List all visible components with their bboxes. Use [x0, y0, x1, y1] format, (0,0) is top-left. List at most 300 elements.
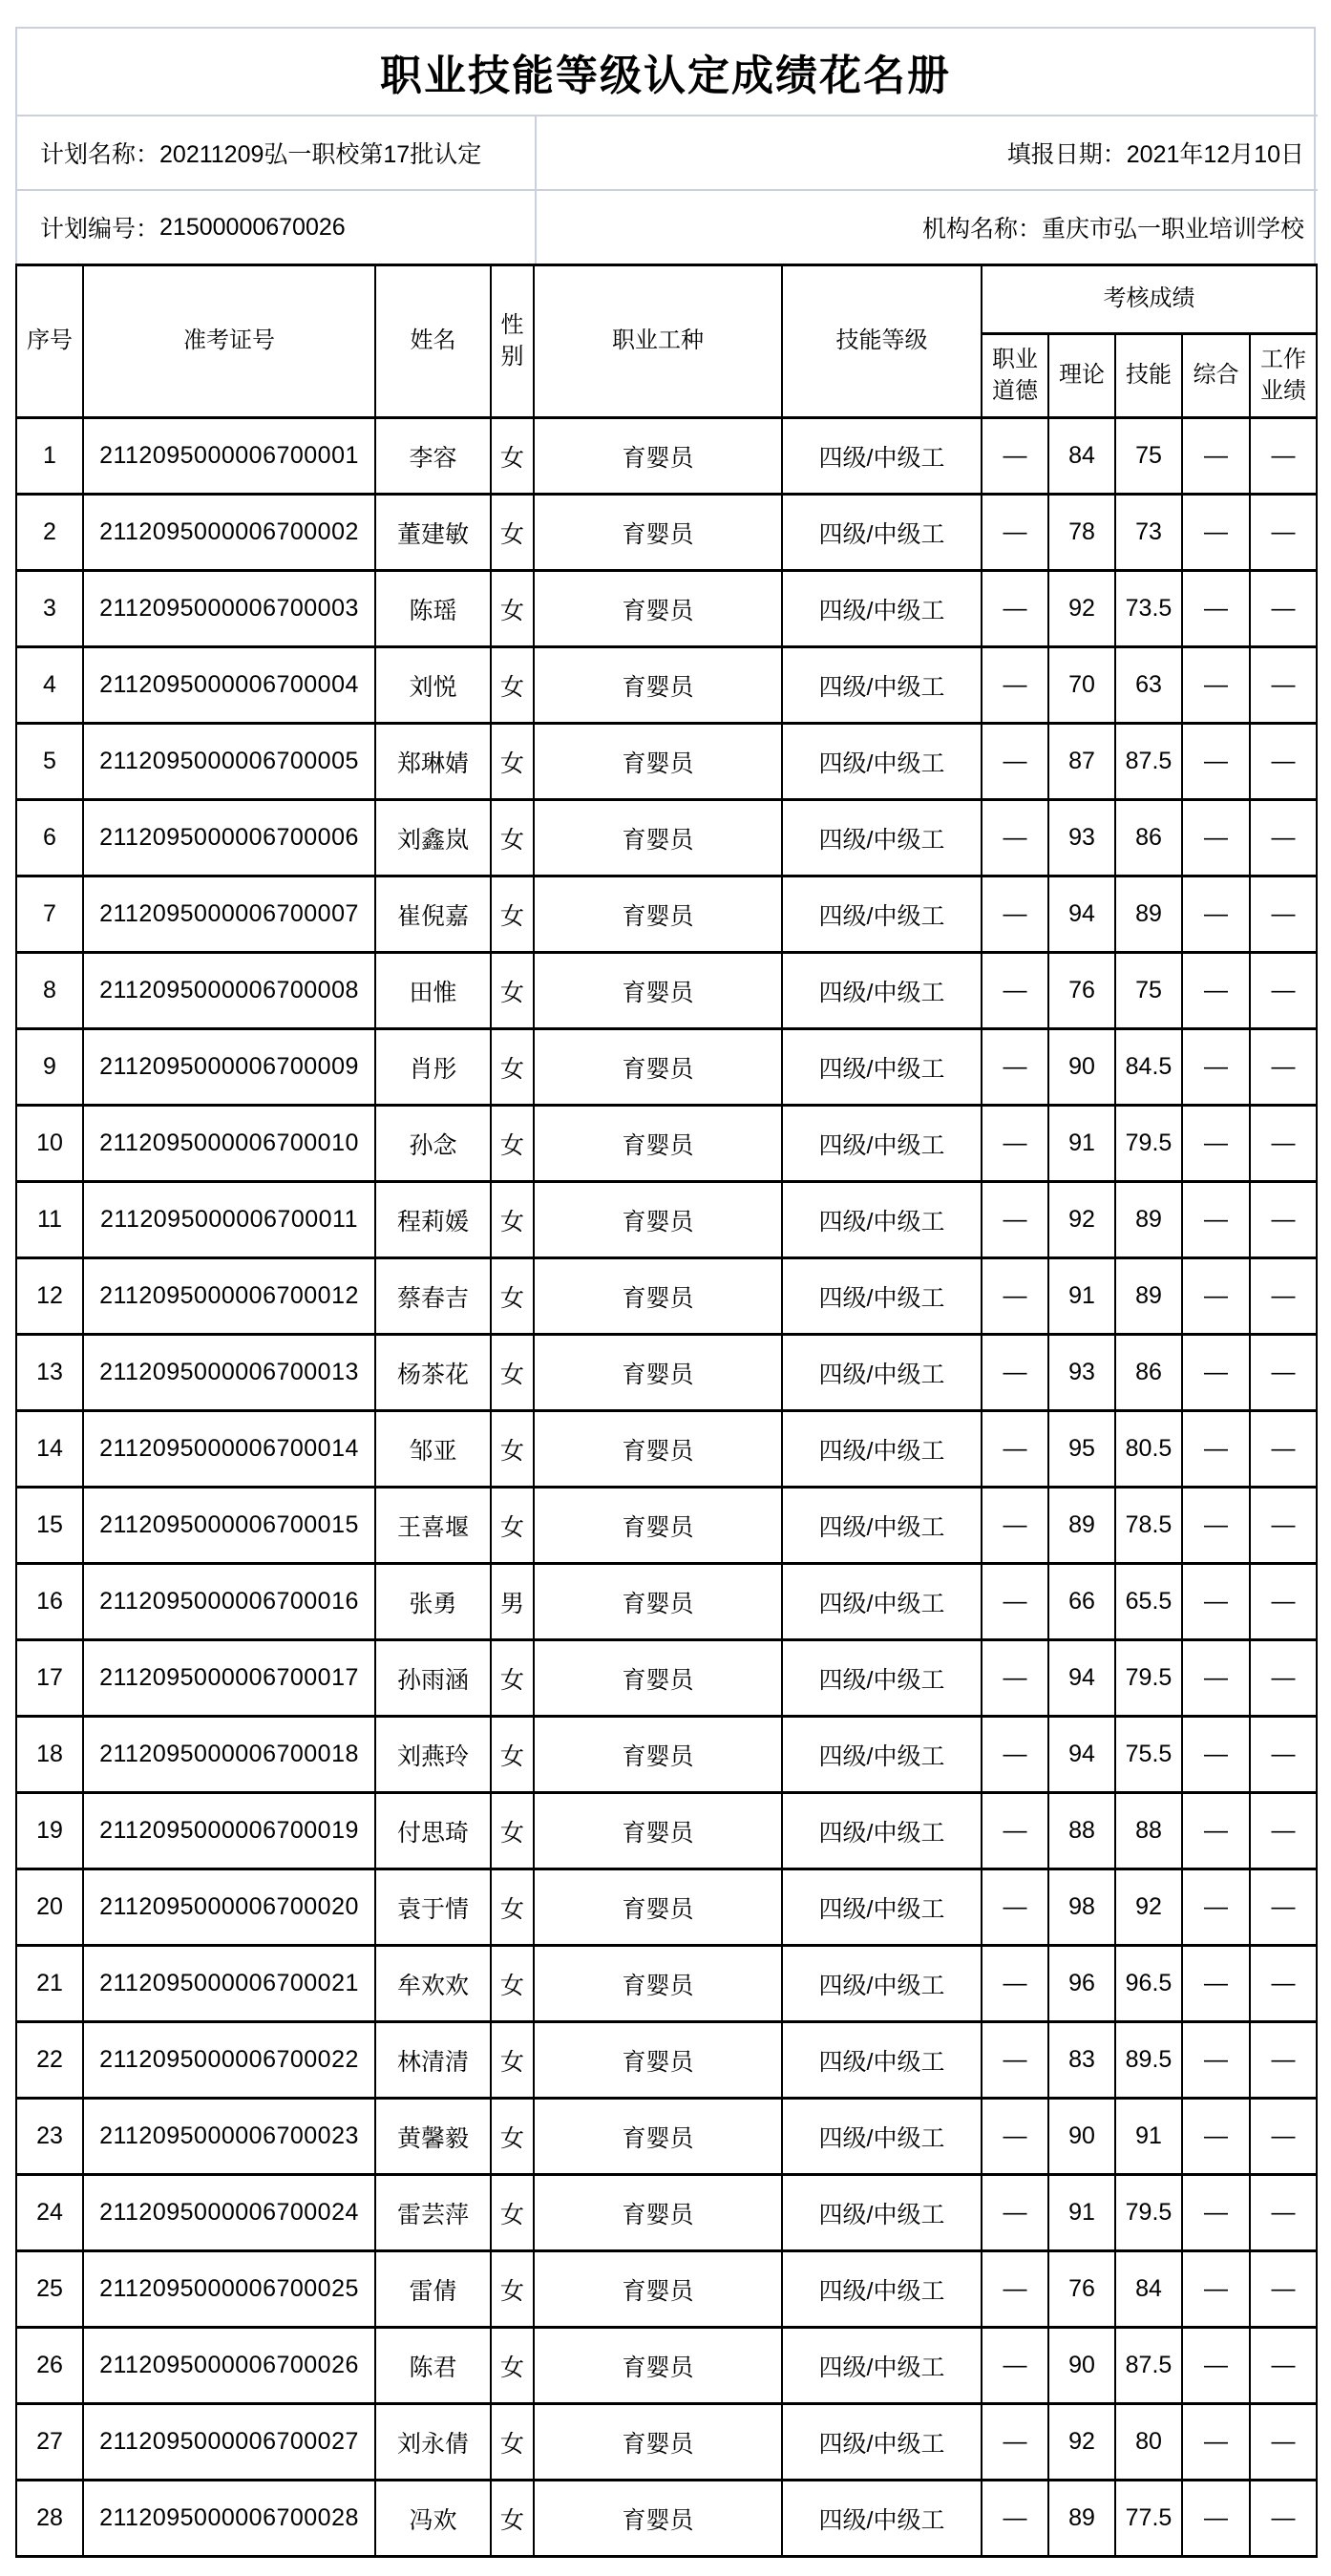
cell-skill-score: 80 [1115, 2404, 1182, 2481]
cell-skill-level: 四级/中级工 [782, 1640, 982, 1717]
cell-skill-level: 四级/中级工 [782, 1106, 982, 1182]
cell-comprehensive-score: — [1182, 1793, 1250, 1869]
cell-ethics-score: — [982, 571, 1048, 647]
cell-occupation: 育婴员 [534, 1869, 782, 1946]
cell-skill-level: 四级/中级工 [782, 647, 982, 724]
cell-index: 22 [16, 2022, 83, 2099]
cell-comprehensive-score: — [1182, 1029, 1250, 1106]
table-row [16, 800, 1317, 876]
cell-index: 8 [16, 953, 83, 1029]
cell-ethics-score: — [982, 1258, 1048, 1335]
cell-gender: 女 [491, 2175, 534, 2251]
table-row [16, 724, 1317, 800]
cell-skill-level: 四级/中级工 [782, 1335, 982, 1411]
cell-index: 11 [16, 1182, 83, 1258]
cell-comprehensive-score: — [1182, 418, 1250, 495]
cell-admission-no: 2112095000006700017 [83, 1640, 375, 1717]
cell-occupation: 育婴员 [534, 418, 782, 495]
col-header-scores-group: 考核成绩 [982, 265, 1317, 334]
cell-theory-score: 66 [1048, 1564, 1115, 1640]
cell-skill-level: 四级/中级工 [782, 2099, 982, 2175]
fill-date-label: 填报日期： [1006, 141, 1127, 168]
cell-admission-no: 2112095000006700024 [83, 2175, 375, 2251]
cell-ethics-score: — [982, 1640, 1048, 1717]
cell-skill-level: 四级/中级工 [782, 2022, 982, 2099]
cell-comprehensive-score: — [1182, 2022, 1250, 2099]
cell-occupation: 育婴员 [534, 1106, 782, 1182]
cell-occupation: 育婴员 [534, 2251, 782, 2328]
cell-ethics-score: — [982, 953, 1048, 1029]
cell-occupation: 育婴员 [534, 876, 782, 953]
cell-ethics-score: — [982, 1106, 1048, 1182]
table-row [16, 876, 1317, 953]
cell-index: 21 [16, 1946, 83, 2022]
cell-index: 1 [16, 418, 83, 495]
cell-skill-score: 89 [1115, 1182, 1182, 1258]
cell-theory-score: 94 [1048, 876, 1115, 953]
cell-comprehensive-score: — [1182, 1869, 1250, 1946]
cell-theory-score: 90 [1048, 2328, 1115, 2404]
cell-occupation: 育婴员 [534, 1335, 782, 1411]
cell-name: 雷倩 [375, 2251, 491, 2328]
cell-skill-score: 86 [1115, 800, 1182, 876]
cell-admission-no: 2112095000006700005 [83, 724, 375, 800]
cell-skill-level: 四级/中级工 [782, 1946, 982, 2022]
cell-skill-score: 75 [1115, 418, 1182, 495]
score-table-body [16, 418, 1317, 2557]
cell-comprehensive-score: — [1182, 1182, 1250, 1258]
cell-index: 14 [16, 1411, 83, 1488]
cell-occupation: 育婴员 [534, 1946, 782, 2022]
cell-comprehensive-score: — [1182, 1640, 1250, 1717]
plan-code-cell [17, 189, 535, 264]
cell-ethics-score: — [982, 724, 1048, 800]
cell-performance-score: — [1250, 1182, 1317, 1258]
cell-admission-no: 2112095000006700016 [83, 1564, 375, 1640]
cell-performance-score: — [1250, 418, 1317, 495]
cell-comprehensive-score: — [1182, 2175, 1250, 2251]
cell-ethics-score: — [982, 2404, 1048, 2481]
cell-skill-score: 73 [1115, 495, 1182, 571]
cell-ethics-score: — [982, 1182, 1048, 1258]
cell-occupation: 育婴员 [534, 1029, 782, 1106]
cell-occupation: 育婴员 [534, 2404, 782, 2481]
cell-index: 12 [16, 1258, 83, 1335]
col-header-theory: 理论 [1048, 334, 1115, 418]
cell-gender: 女 [491, 1869, 534, 1946]
cell-admission-no: 2112095000006700003 [83, 571, 375, 647]
cell-name: 黄馨毅 [375, 2099, 491, 2175]
cell-occupation: 育婴员 [534, 1258, 782, 1335]
cell-performance-score: — [1250, 1869, 1317, 1946]
cell-occupation: 育婴员 [534, 724, 782, 800]
cell-theory-score: 98 [1048, 1869, 1115, 1946]
cell-performance-score: — [1250, 2328, 1317, 2404]
cell-skill-score: 92 [1115, 1869, 1182, 1946]
cell-occupation: 育婴员 [534, 2328, 782, 2404]
col-header-skill: 技能 [1115, 334, 1182, 418]
cell-skill-level: 四级/中级工 [782, 2404, 982, 2481]
cell-index: 20 [16, 1869, 83, 1946]
cell-admission-no: 2112095000006700026 [83, 2328, 375, 2404]
cell-ethics-score: — [982, 1029, 1048, 1106]
cell-skill-level: 四级/中级工 [782, 1488, 982, 1564]
cell-skill-score: 89 [1115, 876, 1182, 953]
cell-ethics-score: — [982, 2099, 1048, 2175]
cell-comprehensive-score: — [1182, 1258, 1250, 1335]
table-row [16, 1258, 1317, 1335]
cell-name: 刘燕玲 [375, 1717, 491, 1793]
cell-occupation: 育婴员 [534, 495, 782, 571]
cell-skill-level: 四级/中级工 [782, 1029, 982, 1106]
cell-admission-no: 2112095000006700004 [83, 647, 375, 724]
score-table [15, 264, 1318, 2558]
cell-performance-score: — [1250, 571, 1317, 647]
cell-comprehensive-score: — [1182, 2404, 1250, 2481]
col-header-ethics: 职业道德 [982, 334, 1048, 418]
cell-performance-score: — [1250, 1411, 1317, 1488]
cell-theory-score: 78 [1048, 495, 1115, 571]
cell-theory-score: 91 [1048, 2175, 1115, 2251]
cell-skill-level: 四级/中级工 [782, 2175, 982, 2251]
table-row [16, 2175, 1317, 2251]
cell-theory-score: 76 [1048, 2251, 1115, 2328]
cell-comprehensive-score: — [1182, 953, 1250, 1029]
cell-theory-score: 94 [1048, 1717, 1115, 1793]
fill-date-cell [535, 115, 1318, 189]
table-row [16, 2099, 1317, 2175]
cell-performance-score: — [1250, 876, 1317, 953]
cell-skill-level: 四级/中级工 [782, 1411, 982, 1488]
cell-index: 2 [16, 495, 83, 571]
cell-ethics-score: — [982, 1488, 1048, 1564]
col-header-performance: 工作业绩 [1250, 334, 1317, 418]
cell-performance-score: — [1250, 1106, 1317, 1182]
cell-comprehensive-score: — [1182, 2481, 1250, 2557]
table-row [16, 1793, 1317, 1869]
cell-occupation: 育婴员 [534, 2175, 782, 2251]
table-row [16, 495, 1317, 571]
cell-index: 28 [16, 2481, 83, 2557]
cell-theory-score: 83 [1048, 2022, 1115, 2099]
cell-skill-score: 84.5 [1115, 1029, 1182, 1106]
cell-performance-score: — [1250, 1029, 1317, 1106]
cell-gender: 女 [491, 1106, 534, 1182]
cell-ethics-score: — [982, 418, 1048, 495]
cell-skill-score: 65.5 [1115, 1564, 1182, 1640]
cell-performance-score: — [1250, 724, 1317, 800]
cell-skill-level: 四级/中级工 [782, 2481, 982, 2557]
table-row [16, 1029, 1317, 1106]
cell-admission-no: 2112095000006700010 [83, 1106, 375, 1182]
cell-name: 刘永倩 [375, 2404, 491, 2481]
org-name-cell [535, 189, 1318, 264]
cell-performance-score: — [1250, 953, 1317, 1029]
plan-name-cell [17, 115, 535, 189]
table-row [16, 1869, 1317, 1946]
cell-performance-score: — [1250, 1640, 1317, 1717]
cell-comprehensive-score: — [1182, 724, 1250, 800]
cell-performance-score: — [1250, 1793, 1317, 1869]
cell-name: 王喜堰 [375, 1488, 491, 1564]
cell-skill-score: 75.5 [1115, 1717, 1182, 1793]
cell-name: 刘鑫岚 [375, 800, 491, 876]
cell-skill-level: 四级/中级工 [782, 953, 982, 1029]
cell-skill-score: 63 [1115, 647, 1182, 724]
table-row [16, 2022, 1317, 2099]
cell-gender: 女 [491, 647, 534, 724]
cell-occupation: 育婴员 [534, 2022, 782, 2099]
col-header-index: 序号 [16, 265, 83, 418]
cell-admission-no: 2112095000006700009 [83, 1029, 375, 1106]
cell-theory-score: 88 [1048, 1793, 1115, 1869]
cell-skill-score: 89 [1115, 1258, 1182, 1335]
cell-gender: 女 [491, 418, 534, 495]
cell-comprehensive-score: — [1182, 1946, 1250, 2022]
cell-name: 郑琳婧 [375, 724, 491, 800]
cell-gender: 女 [491, 1793, 534, 1869]
cell-admission-no: 2112095000006700014 [83, 1411, 375, 1488]
cell-admission-no: 2112095000006700001 [83, 418, 375, 495]
cell-admission-no: 2112095000006700028 [83, 2481, 375, 2557]
cell-performance-score: — [1250, 1564, 1317, 1640]
cell-comprehensive-score: — [1182, 2251, 1250, 2328]
table-row [16, 1564, 1317, 1640]
cell-gender: 女 [491, 1029, 534, 1106]
table-row [16, 2251, 1317, 2328]
cell-index: 26 [16, 2328, 83, 2404]
table-row [16, 1106, 1317, 1182]
fill-date-value: 2021年12月10日 [1126, 141, 1304, 168]
cell-occupation: 育婴员 [534, 1488, 782, 1564]
table-row [16, 1411, 1317, 1488]
cell-name: 刘悦 [375, 647, 491, 724]
cell-gender: 女 [491, 495, 534, 571]
cell-occupation: 育婴员 [534, 1411, 782, 1488]
cell-theory-score: 92 [1048, 1182, 1115, 1258]
cell-index: 5 [16, 724, 83, 800]
cell-name: 李容 [375, 418, 491, 495]
cell-index: 19 [16, 1793, 83, 1869]
table-row [16, 2404, 1317, 2481]
cell-performance-score: — [1250, 2251, 1317, 2328]
cell-skill-level: 四级/中级工 [782, 1182, 982, 1258]
score-table-header [16, 265, 1317, 418]
cell-name: 田惟 [375, 953, 491, 1029]
cell-theory-score: 93 [1048, 1335, 1115, 1411]
cell-skill-score: 89.5 [1115, 2022, 1182, 2099]
cell-comprehensive-score: — [1182, 495, 1250, 571]
cell-name: 陈君 [375, 2328, 491, 2404]
cell-name: 冯欢 [375, 2481, 491, 2557]
cell-gender: 女 [491, 1488, 534, 1564]
cell-occupation: 育婴员 [534, 800, 782, 876]
cell-performance-score: — [1250, 647, 1317, 724]
cell-admission-no: 2112095000006700007 [83, 876, 375, 953]
cell-gender: 女 [491, 1640, 534, 1717]
plan-name-label: 计划名称： [40, 141, 160, 168]
cell-theory-score: 96 [1048, 1946, 1115, 2022]
cell-admission-no: 2112095000006700013 [83, 1335, 375, 1411]
cell-admission-no: 2112095000006700023 [83, 2099, 375, 2175]
cell-skill-level: 四级/中级工 [782, 2328, 982, 2404]
cell-index: 25 [16, 2251, 83, 2328]
cell-comprehensive-score: — [1182, 2328, 1250, 2404]
cell-ethics-score: — [982, 2022, 1048, 2099]
cell-name: 肖彤 [375, 1029, 491, 1106]
cell-theory-score: 84 [1048, 418, 1115, 495]
page-title: 职业技能等级认定成绩花名册 [15, 27, 1316, 115]
cell-gender: 女 [491, 1946, 534, 2022]
cell-theory-score: 70 [1048, 647, 1115, 724]
col-header-admission-no: 准考证号 [83, 265, 375, 418]
cell-admission-no: 2112095000006700020 [83, 1869, 375, 1946]
cell-ethics-score: — [982, 876, 1048, 953]
cell-skill-score: 84 [1115, 2251, 1182, 2328]
cell-comprehensive-score: — [1182, 2099, 1250, 2175]
cell-theory-score: 90 [1048, 2099, 1115, 2175]
cell-name: 孙念 [375, 1106, 491, 1182]
cell-comprehensive-score: — [1182, 876, 1250, 953]
cell-ethics-score: — [982, 2175, 1048, 2251]
table-row [16, 1717, 1317, 1793]
cell-admission-no: 2112095000006700012 [83, 1258, 375, 1335]
cell-ethics-score: — [982, 1869, 1048, 1946]
cell-comprehensive-score: — [1182, 647, 1250, 724]
col-header-gender: 性别 [491, 265, 534, 418]
cell-admission-no: 2112095000006700006 [83, 800, 375, 876]
cell-gender: 女 [491, 1182, 534, 1258]
cell-gender: 女 [491, 953, 534, 1029]
cell-performance-score: — [1250, 1946, 1317, 2022]
cell-theory-score: 94 [1048, 1640, 1115, 1717]
cell-name: 程莉媛 [375, 1182, 491, 1258]
cell-admission-no: 2112095000006700021 [83, 1946, 375, 2022]
cell-index: 13 [16, 1335, 83, 1411]
cell-gender: 女 [491, 2328, 534, 2404]
cell-ethics-score: — [982, 1793, 1048, 1869]
cell-name: 牟欢欢 [375, 1946, 491, 2022]
cell-skill-level: 四级/中级工 [782, 724, 982, 800]
cell-name: 雷芸萍 [375, 2175, 491, 2251]
table-row [16, 1488, 1317, 1564]
cell-index: 23 [16, 2099, 83, 2175]
cell-index: 15 [16, 1488, 83, 1564]
cell-name: 董建敏 [375, 495, 491, 571]
cell-skill-level: 四级/中级工 [782, 1717, 982, 1793]
cell-name: 陈瑶 [375, 571, 491, 647]
cell-comprehensive-score: — [1182, 1411, 1250, 1488]
cell-skill-score: 86 [1115, 1335, 1182, 1411]
cell-occupation: 育婴员 [534, 2099, 782, 2175]
cell-gender: 女 [491, 1258, 534, 1335]
cell-admission-no: 2112095000006700015 [83, 1488, 375, 1564]
cell-ethics-score: — [982, 1946, 1048, 2022]
cell-ethics-score: — [982, 2481, 1048, 2557]
cell-ethics-score: — [982, 647, 1048, 724]
cell-theory-score: 92 [1048, 2404, 1115, 2481]
cell-admission-no: 2112095000006700027 [83, 2404, 375, 2481]
cell-gender: 女 [491, 1717, 534, 1793]
cell-performance-score: — [1250, 1258, 1317, 1335]
cell-occupation: 育婴员 [534, 1793, 782, 1869]
table-row [16, 647, 1317, 724]
cell-ethics-score: — [982, 1564, 1048, 1640]
cell-comprehensive-score: — [1182, 1488, 1250, 1564]
cell-occupation: 育婴员 [534, 1564, 782, 1640]
cell-gender: 女 [491, 2099, 534, 2175]
cell-theory-score: 91 [1048, 1106, 1115, 1182]
cell-name: 杨茶花 [375, 1335, 491, 1411]
cell-name: 林清清 [375, 2022, 491, 2099]
col-header-comprehensive: 综合 [1182, 334, 1250, 418]
col-header-name: 姓名 [375, 265, 491, 418]
cell-performance-score: — [1250, 800, 1317, 876]
header-row-top [16, 265, 1317, 334]
cell-skill-score: 75 [1115, 953, 1182, 1029]
cell-skill-score: 96.5 [1115, 1946, 1182, 2022]
cell-name: 孙雨涵 [375, 1640, 491, 1717]
cell-occupation: 育婴员 [534, 1717, 782, 1793]
cell-gender: 女 [491, 2022, 534, 2099]
plan-code-value: 21500000670026 [159, 213, 346, 241]
cell-performance-score: — [1250, 495, 1317, 571]
cell-skill-level: 四级/中级工 [782, 1869, 982, 1946]
plan-code-label: 计划编号： [40, 216, 160, 243]
cell-skill-level: 四级/中级工 [782, 2251, 982, 2328]
cell-skill-score: 88 [1115, 1793, 1182, 1869]
cell-index: 6 [16, 800, 83, 876]
org-name-label: 机构名称： [921, 216, 1042, 243]
cell-gender: 女 [491, 2404, 534, 2481]
cell-comprehensive-score: — [1182, 1335, 1250, 1411]
cell-skill-level: 四级/中级工 [782, 571, 982, 647]
cell-occupation: 育婴员 [534, 2481, 782, 2557]
cell-skill-score: 80.5 [1115, 1411, 1182, 1488]
cell-gender: 女 [491, 571, 534, 647]
cell-occupation: 育婴员 [534, 1182, 782, 1258]
table-row [16, 1335, 1317, 1411]
table-row [16, 2328, 1317, 2404]
cell-admission-no: 2112095000006700022 [83, 2022, 375, 2099]
cell-gender: 女 [491, 800, 534, 876]
cell-theory-score: 76 [1048, 953, 1115, 1029]
cell-name: 蔡春吉 [375, 1258, 491, 1335]
cell-performance-score: — [1250, 2022, 1317, 2099]
plan-name-value: 20211209弘一职校第17批认定 [159, 141, 482, 168]
cell-skill-score: 78.5 [1115, 1488, 1182, 1564]
cell-theory-score: 87 [1048, 724, 1115, 800]
cell-theory-score: 89 [1048, 1488, 1115, 1564]
table-row [16, 418, 1317, 495]
table-row [16, 571, 1317, 647]
cell-skill-score: 87.5 [1115, 2328, 1182, 2404]
org-name-value: 重庆市弘一职业培训学校 [1041, 216, 1304, 243]
cell-performance-score: — [1250, 1488, 1317, 1564]
table-row [16, 953, 1317, 1029]
cell-name: 付思琦 [375, 1793, 491, 1869]
cell-index: 27 [16, 2404, 83, 2481]
cell-performance-score: — [1250, 2404, 1317, 2481]
cell-name: 袁于情 [375, 1869, 491, 1946]
cell-skill-level: 四级/中级工 [782, 876, 982, 953]
cell-admission-no: 2112095000006700018 [83, 1717, 375, 1793]
cell-gender: 女 [491, 2481, 534, 2557]
cell-admission-no: 2112095000006700008 [83, 953, 375, 1029]
cell-skill-score: 79.5 [1115, 1640, 1182, 1717]
cell-gender: 女 [491, 1411, 534, 1488]
cell-comprehensive-score: — [1182, 1564, 1250, 1640]
